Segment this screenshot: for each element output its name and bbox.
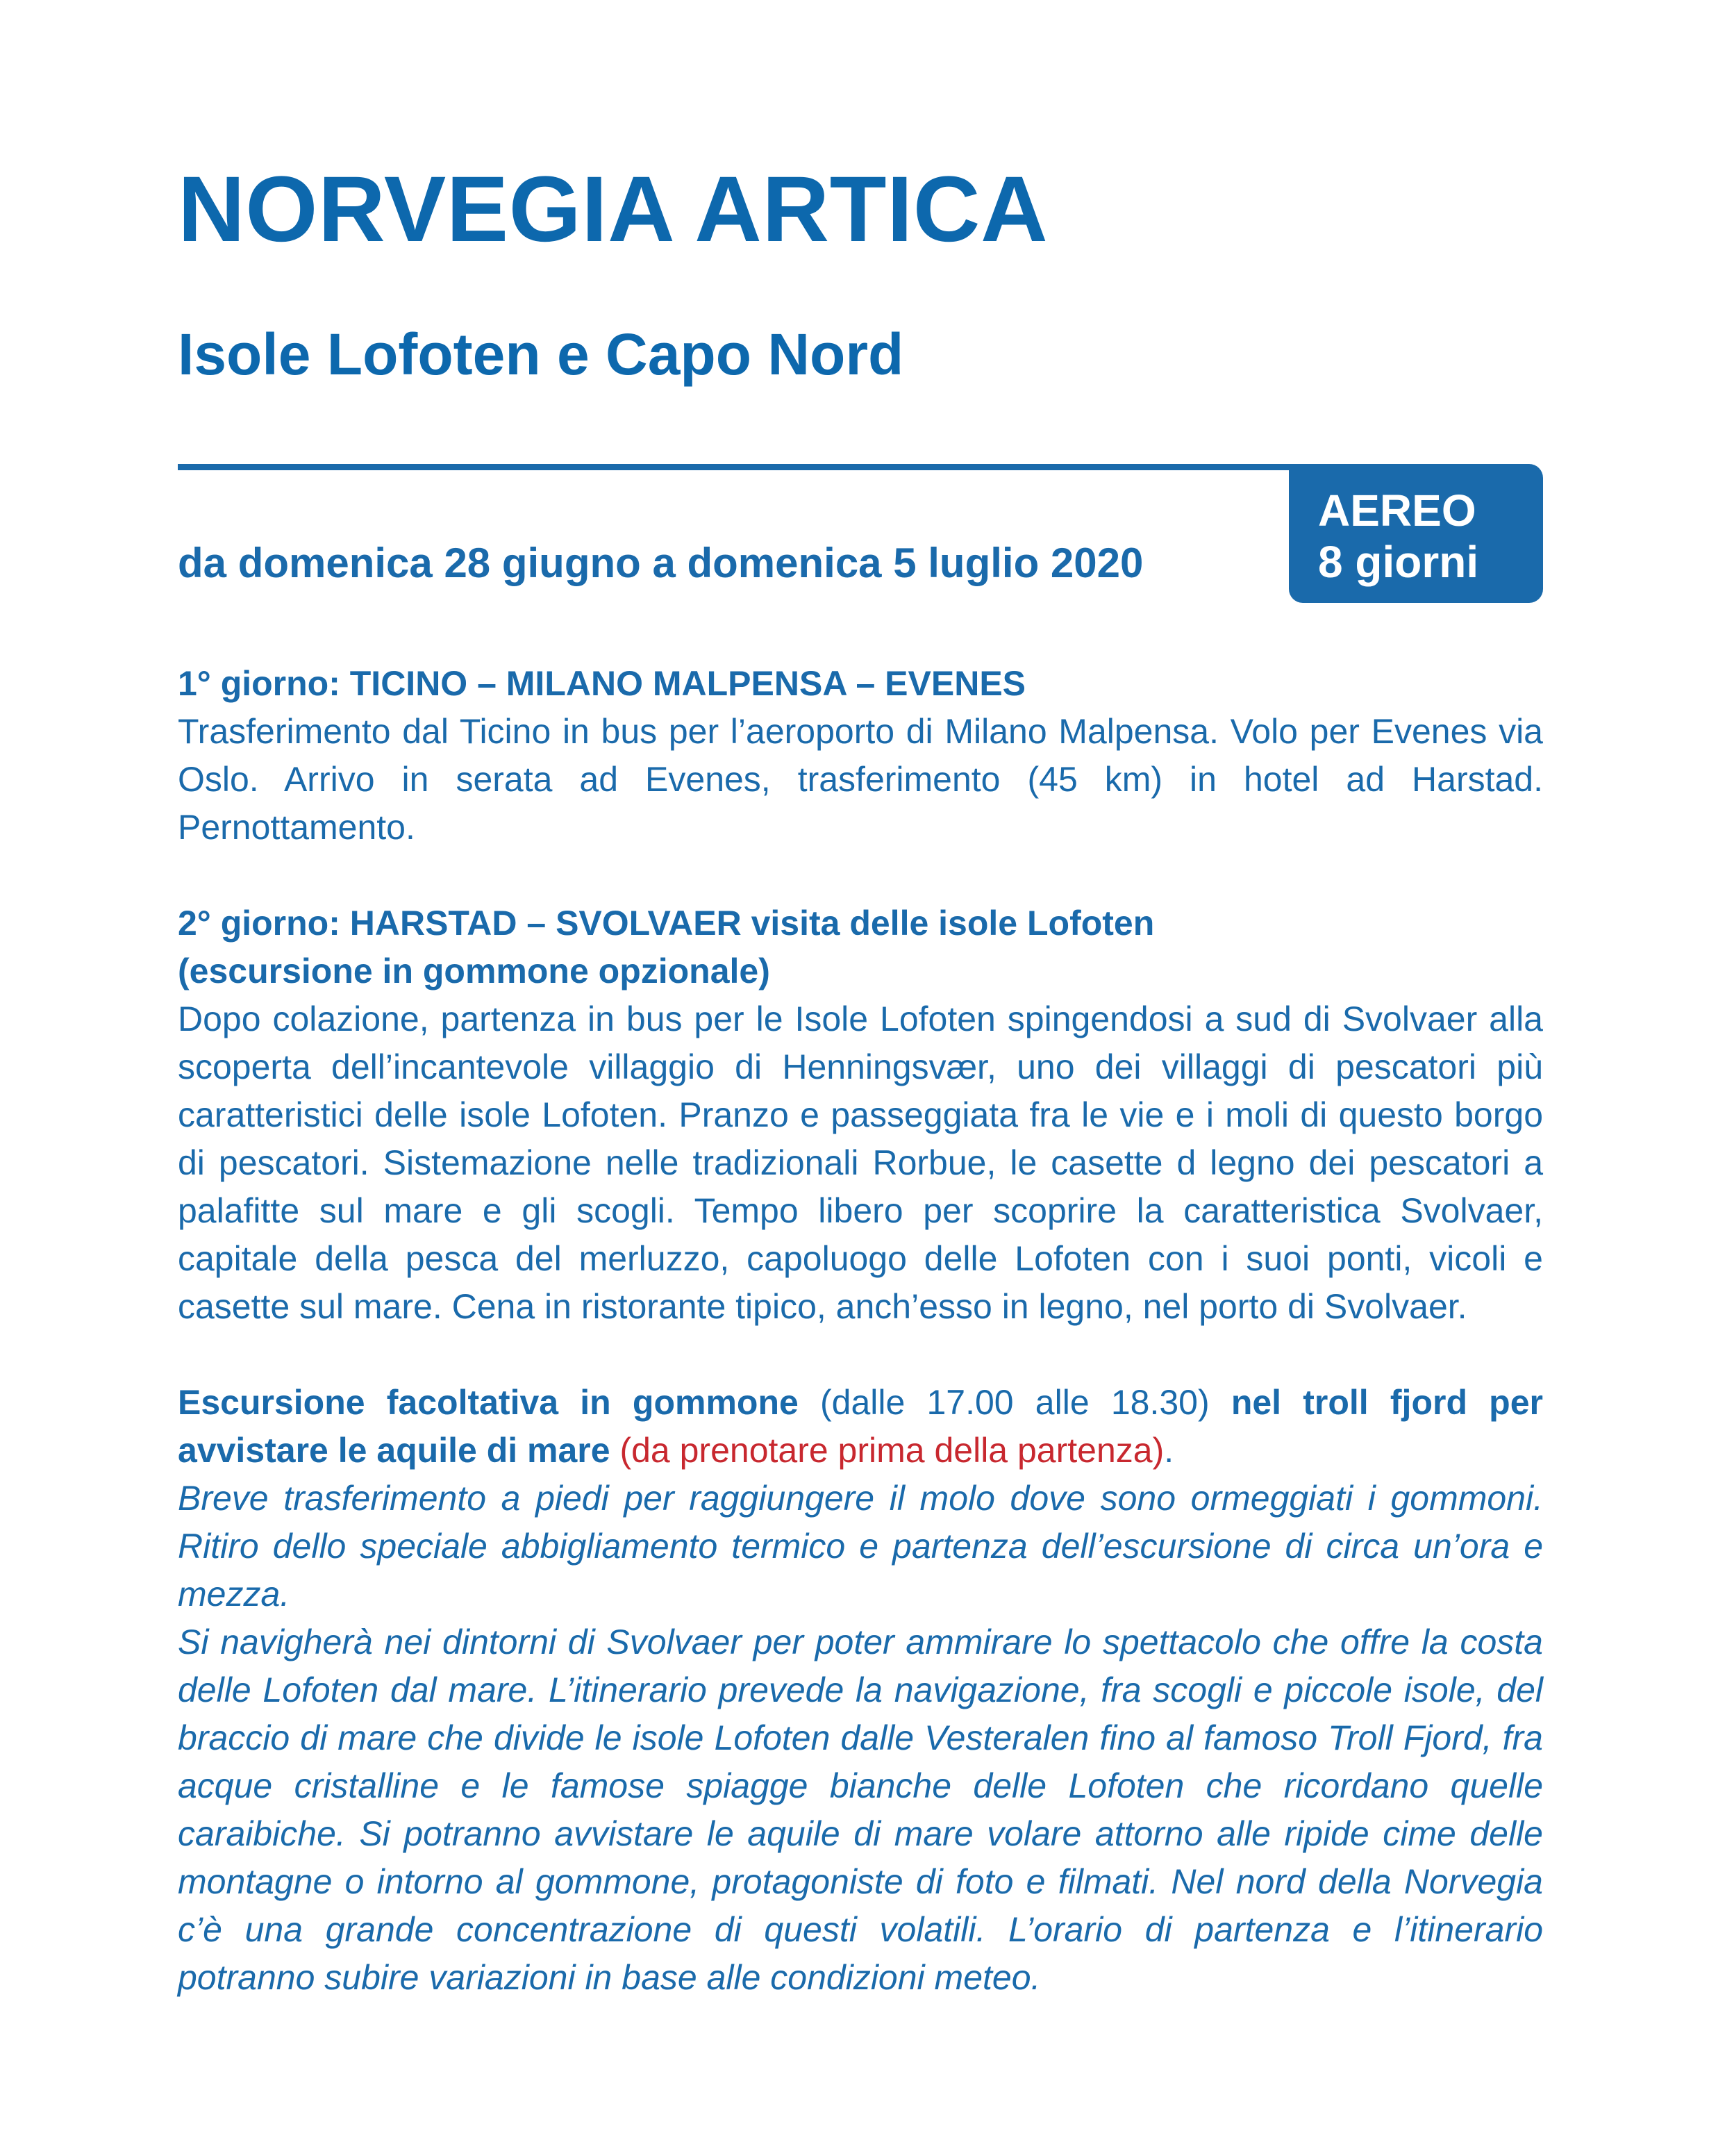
travel-badge <box>1289 464 1543 603</box>
excursion-period: . <box>1164 1431 1174 1470</box>
badge-transport: AEREO <box>1318 486 1476 536</box>
itinerary-body <box>178 660 1543 2002</box>
spacer <box>178 1331 1543 1379</box>
excursion-description-1: Breve trasferimento a piedi per raggiungere il molo dove sono ormeggiati i gommoni. Ritiro dello speciale abbigliamento termico e partenza dell’escursione di circa un’ora e mezza. <box>178 1479 1543 1614</box>
day2-heading: 2° giorno: HARSTAD – SVOLVAER visita delle isole Lofoten <box>178 904 1155 943</box>
page-title: NORVEGIA ARTICA <box>178 158 1049 261</box>
header-divider <box>178 464 1358 470</box>
excursion-intro <box>178 1379 1543 1475</box>
spacer <box>178 852 1543 899</box>
excursion-space <box>610 1431 620 1470</box>
excursion-title: Escursione facoltativa in gommone <box>178 1383 799 1422</box>
booking-note: (da prenotare prima della partenza) <box>619 1431 1165 1470</box>
page-subtitle: Isole Lofoten e Capo Nord <box>178 322 904 387</box>
excursion-times: (dalle 17.00 alle 18.30) <box>798 1383 1231 1422</box>
travel-dates: da domenica 28 giugno a domenica 5 luglio 2020 <box>178 540 1144 586</box>
day2-heading-note: (escursione in gommone opzionale) <box>178 952 770 990</box>
day1-heading: 1° giorno: TICINO – MILANO MALPENSA – EVENES <box>178 664 1026 703</box>
excursion-description-2: Si navigherà nei dintorni di Svolvaer per poter ammirare lo spettacolo che offre la costa delle Lofoten dal mare. L’itinerario prevede la navigazione, fra scogli e piccole isole, del braccio di mare che divide le isole Lofoten dalle Vesteralen fino al famoso Troll Fjord, fra acque cristalline e le famose spiagge bianche delle Lofoten che ricordano quelle caraibiche. Si potranno avvistare le aquile di mare volare attorno alle ripide cime delle montagne o intorno al gommone, protagoniste di foto e filmati. Nel nord della Norvegia c’è una grande concentrazione di questi volatili. L’orario di partenza e l’itinerario potranno subire variazioni in base alle condizioni meteo. <box>178 1623 1543 1997</box>
badge-duration: 8 giorni <box>1318 537 1479 587</box>
excursion-destination: nel troll fjord per avvistare le aquile di mare <box>178 1383 1543 1470</box>
day2-text: Dopo colazione, partenza in bus per le Isole Lofoten spingendosi a sud di Svolvaer alla scoperta dell’incantevole villaggio di Henningsvær, uno dei villaggi di pescatori più caratteristici delle isole Lofoten. Pranzo e passeggiata fra le vie e i moli di questo borgo di pescatori. Sistemazione nelle tradizionali Rorbue, le casette d legno dei pescatori a palafitte sul mare e gli scogli. Tempo libero per scoprire la caratteristica Svolvaer, capitale della pesca del merluzzo, capoluogo delle Lofoten con i suoi ponti, vicoli e casette sul mare. Cena in ristorante tipico, anch’esso in legno, nel porto di Svolvaer. <box>178 1000 1543 1326</box>
day1-text: Trasferimento dal Ticino in bus per l’aeroporto di Milano Malpensa. Volo per Evenes via Oslo. Arrivo in serata ad Evenes, trasferimento (45 km) in hotel ad Harstad. Pernottamento. <box>178 712 1543 847</box>
